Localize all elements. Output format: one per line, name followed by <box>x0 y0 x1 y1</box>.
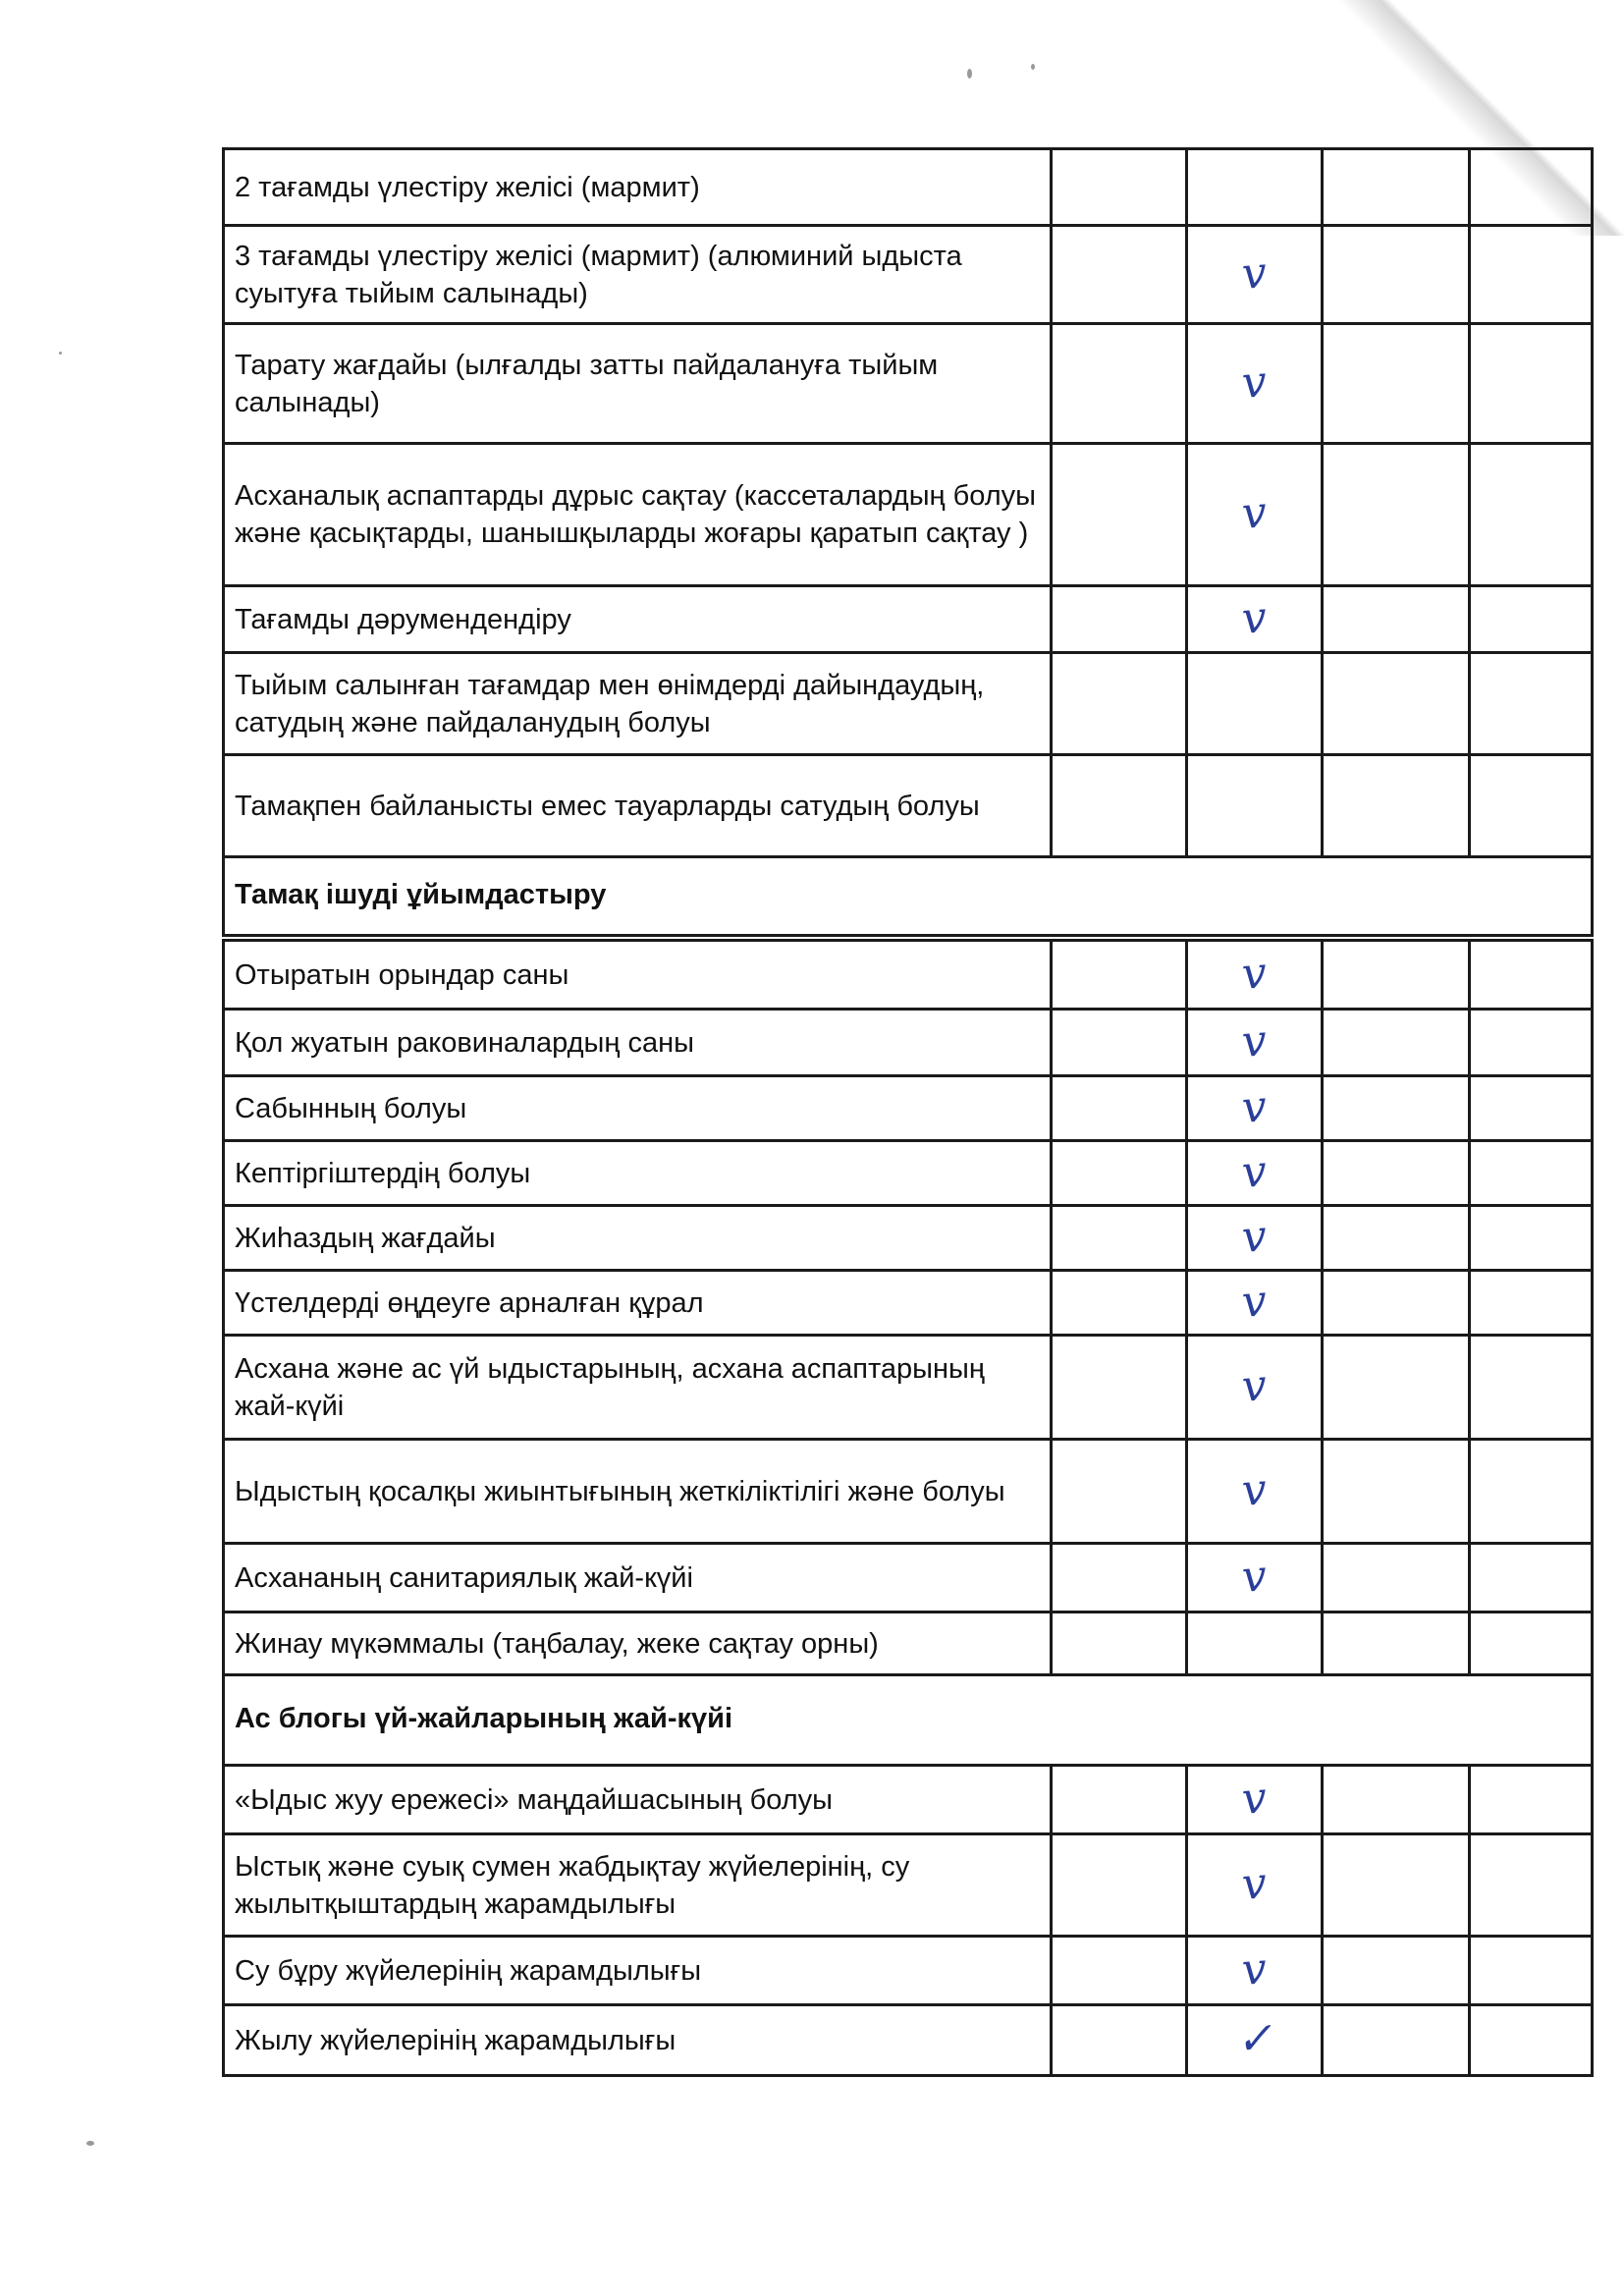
table-row <box>224 1206 1593 1271</box>
empty-cell <box>1323 941 1470 1010</box>
empty-cell <box>1470 149 1593 226</box>
empty-cell <box>1052 653 1187 755</box>
empty-cell <box>1323 1271 1470 1336</box>
empty-cell <box>1323 1613 1470 1675</box>
handwritten-check-mark: v <box>1240 1772 1269 1825</box>
check-cell <box>1187 941 1323 1010</box>
empty-cell <box>1052 941 1187 1010</box>
empty-cell <box>1470 1440 1593 1544</box>
table-row <box>224 2005 1593 2076</box>
row-label: Асхана және ас үй ыдыстарының, асхана аспаптарының жай-күйі <box>224 1336 1052 1440</box>
check-cell <box>1187 1766 1323 1834</box>
empty-cell <box>1323 653 1470 755</box>
table-row <box>224 444 1593 586</box>
section-title: Ас блогы үй-жайларының жай-күйі <box>224 1675 1593 1766</box>
empty-cell <box>1470 1271 1593 1336</box>
table-row <box>224 1766 1593 1834</box>
empty-cell <box>1470 755 1593 857</box>
section-header-row <box>224 1675 1593 1766</box>
empty-cell <box>1052 1141 1187 1206</box>
handwritten-check-mark: v <box>1240 1942 1269 1995</box>
empty-cell <box>1323 226 1470 324</box>
empty-cell <box>1470 444 1593 586</box>
checklist-table-part-1 <box>222 147 1594 937</box>
check-cell <box>1187 1544 1323 1613</box>
handwritten-check-mark: v <box>1240 1857 1269 1910</box>
empty-cell <box>1470 324 1593 444</box>
empty-cell <box>1052 149 1187 226</box>
empty-cell <box>1323 1440 1470 1544</box>
table-row <box>224 324 1593 444</box>
empty-cell <box>1052 1766 1187 1834</box>
empty-cell <box>1470 586 1593 653</box>
handwritten-check-mark: v <box>1240 1145 1269 1198</box>
empty-cell <box>1052 586 1187 653</box>
check-cell <box>1187 1440 1323 1544</box>
section-header-row <box>224 857 1593 936</box>
table-row <box>224 1010 1593 1076</box>
check-cell <box>1187 1336 1323 1440</box>
empty-cell <box>1323 1544 1470 1613</box>
empty-cell <box>1052 1206 1187 1271</box>
row-label: Кептіргіштердің болуы <box>224 1141 1052 1206</box>
table-row <box>224 1271 1593 1336</box>
check-cell <box>1187 653 1323 755</box>
empty-cell <box>1052 2005 1187 2076</box>
empty-cell <box>1470 1766 1593 1834</box>
row-label: Жылу жүйелерінің жарамдылығы <box>224 2005 1052 2076</box>
check-cell <box>1187 324 1323 444</box>
table-row <box>224 653 1593 755</box>
check-cell <box>1187 444 1323 586</box>
empty-cell <box>1052 755 1187 857</box>
empty-cell <box>1470 1613 1593 1675</box>
row-label: Асхананың санитариялық жай-күйі <box>224 1544 1052 1613</box>
empty-cell <box>1052 1834 1187 1937</box>
empty-cell <box>1052 1937 1187 2005</box>
table-row <box>224 1937 1593 2005</box>
handwritten-check-mark: v <box>1240 1210 1269 1263</box>
table-row <box>224 755 1593 857</box>
empty-cell <box>1470 1141 1593 1206</box>
section-title: Тамақ ішуді ұйымдастыру <box>224 857 1593 936</box>
empty-cell <box>1323 1766 1470 1834</box>
row-label: Қол жуатын раковиналардың саны <box>224 1010 1052 1076</box>
row-label: Отыратын орындар саны <box>224 941 1052 1010</box>
table-row <box>224 149 1593 226</box>
handwritten-check-mark: v <box>1240 487 1269 539</box>
row-label: Тарату жағдайы (ылғалды затты пайдалануға тыйым салынады) <box>224 324 1052 444</box>
check-cell <box>1187 1937 1323 2005</box>
empty-cell <box>1323 586 1470 653</box>
handwritten-check-mark: v <box>1240 1463 1269 1516</box>
empty-cell <box>1323 149 1470 226</box>
row-label: Су бұру жүйелерінің жарамдылығы <box>224 1937 1052 2005</box>
check-cell <box>1187 1206 1323 1271</box>
row-label: «Ыдыс жуу ережесі» маңдайшасының болуы <box>224 1766 1052 1834</box>
check-cell <box>1187 1271 1323 1336</box>
row-label: Сабынның болуы <box>224 1076 1052 1141</box>
table-row <box>224 1834 1593 1937</box>
scan-speck <box>59 352 62 355</box>
row-label: Тағамды дәрумендендіру <box>224 586 1052 653</box>
handwritten-check-mark: v <box>1240 947 1269 1000</box>
empty-cell <box>1323 1834 1470 1937</box>
empty-cell <box>1323 1206 1470 1271</box>
scan-speck <box>1031 64 1035 70</box>
empty-cell <box>1052 226 1187 324</box>
check-cell <box>1187 1834 1323 1937</box>
check-cell <box>1187 1141 1323 1206</box>
table-row <box>224 1336 1593 1440</box>
empty-cell <box>1052 324 1187 444</box>
table-row <box>224 1544 1593 1613</box>
empty-cell <box>1323 1076 1470 1141</box>
empty-cell <box>1470 1206 1593 1271</box>
empty-cell <box>1052 1271 1187 1336</box>
empty-cell <box>1470 226 1593 324</box>
check-cell <box>1187 226 1323 324</box>
row-label: Жинау мүкәммалы (таңбалау, жеке сақтау орны) <box>224 1613 1052 1675</box>
handwritten-check-mark: v <box>1240 1014 1269 1067</box>
check-cell <box>1187 1613 1323 1675</box>
empty-cell <box>1323 1937 1470 2005</box>
empty-cell <box>1323 324 1470 444</box>
handwritten-check-mark: v <box>1240 1080 1269 1133</box>
table-row <box>224 1440 1593 1544</box>
handwritten-check-mark: v <box>1240 1359 1269 1412</box>
empty-cell <box>1323 1141 1470 1206</box>
table-row <box>224 1613 1593 1675</box>
row-label: Асханалық аспаптарды дұрыс сақтау (кассеталардың болуы және қасықтарды, шанышқыларды жоғары қаратып сақтау ) <box>224 444 1052 586</box>
check-cell <box>1187 2005 1323 2076</box>
row-label: Тыйым салынған тағамдар мен өнімдерді дайындаудың, сатудың және пайдаланудың болуы <box>224 653 1052 755</box>
empty-cell <box>1470 653 1593 755</box>
row-label: Ыдыстың қосалқы жиынтығының жеткіліктілігі және болуы <box>224 1440 1052 1544</box>
handwritten-check-mark: ✓ <box>1234 2012 1274 2065</box>
empty-cell <box>1470 1010 1593 1076</box>
check-cell <box>1187 755 1323 857</box>
empty-cell <box>1052 1010 1187 1076</box>
empty-cell <box>1323 1336 1470 1440</box>
empty-cell <box>1052 1076 1187 1141</box>
row-label: Ыстық және суық сумен жабдықтау жүйелерінің, су жылытқыштардың жарамдылығы <box>224 1834 1052 1937</box>
empty-cell <box>1323 444 1470 586</box>
row-label: Жиһаздың жағдайы <box>224 1206 1052 1271</box>
table-row <box>224 226 1593 324</box>
check-cell <box>1187 149 1323 226</box>
check-cell <box>1187 586 1323 653</box>
empty-cell <box>1052 444 1187 586</box>
empty-cell <box>1470 1937 1593 2005</box>
empty-cell <box>1470 1544 1593 1613</box>
empty-cell <box>1470 1076 1593 1141</box>
empty-cell <box>1470 1834 1593 1937</box>
empty-cell <box>1052 1336 1187 1440</box>
empty-cell <box>1470 1336 1593 1440</box>
row-label: 3 тағамды үлестіру желісі (мармит) (алюминий ыдыста суытуға тыйым салынады) <box>224 226 1052 324</box>
empty-cell <box>1052 1544 1187 1613</box>
row-label: 2 тағамды үлестіру желісі (мармит) <box>224 149 1052 226</box>
handwritten-check-mark: v <box>1240 1275 1269 1328</box>
empty-cell <box>1052 1613 1187 1675</box>
table-row <box>224 1141 1593 1206</box>
empty-cell <box>1470 941 1593 1010</box>
check-cell <box>1187 1010 1323 1076</box>
empty-cell <box>1323 755 1470 857</box>
handwritten-check-mark: v <box>1240 246 1269 300</box>
row-label: Үстелдерді өңдеуге арналған құрал <box>224 1271 1052 1336</box>
handwritten-check-mark: v <box>1240 355 1269 409</box>
scan-speck <box>86 2141 94 2146</box>
checklist-table-part-2 <box>222 939 1594 2077</box>
empty-cell <box>1323 1010 1470 1076</box>
handwritten-check-mark: v <box>1240 591 1269 644</box>
empty-cell <box>1323 2005 1470 2076</box>
empty-cell <box>1470 2005 1593 2076</box>
handwritten-check-mark: v <box>1240 1550 1269 1603</box>
scan-speck <box>967 69 972 79</box>
empty-cell <box>1052 1440 1187 1544</box>
table-row <box>224 1076 1593 1141</box>
table-row <box>224 941 1593 1010</box>
row-label: Тамақпен байланысты емес тауарларды сатудың болуы <box>224 755 1052 857</box>
check-cell <box>1187 1076 1323 1141</box>
table-row <box>224 586 1593 653</box>
